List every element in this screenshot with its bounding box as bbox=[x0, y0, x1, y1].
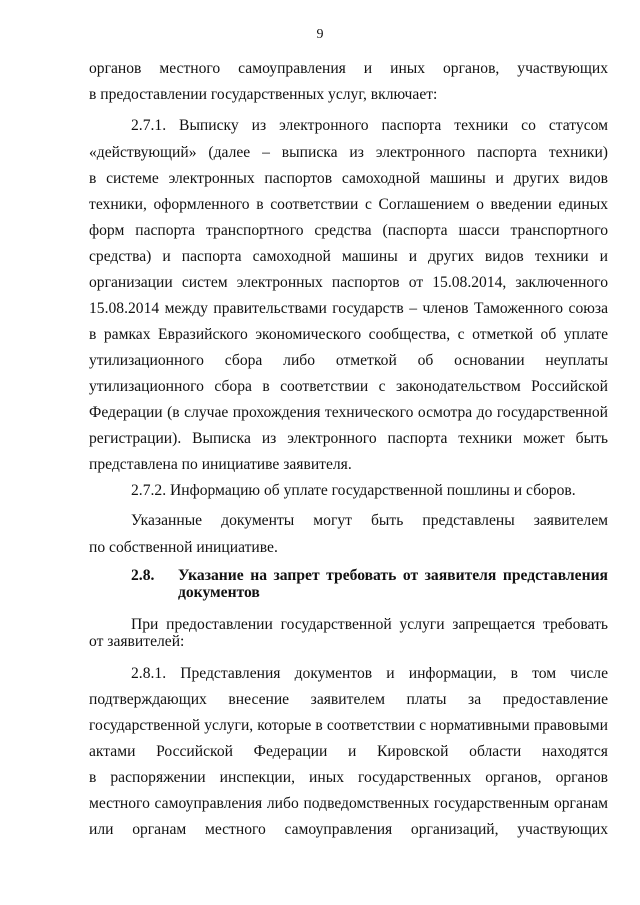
text-line: в предоставлении государственных услуг, включает: bbox=[89, 86, 438, 103]
text-line: 2.7.2. Информацию об уплате государственной пошлины и сборов. bbox=[131, 482, 576, 499]
text-line: от заявителей: bbox=[89, 633, 185, 650]
text-line: местного самоуправления либо подведомственных государственным органам bbox=[89, 795, 608, 812]
text-line: в рамках Евразийского экономического сообщества, с отметкой об уплате bbox=[89, 326, 608, 343]
text-line: в распоряжении инспекции, иных государственных органов, органов bbox=[89, 769, 608, 786]
text-line: или органам местного самоуправления организаций, участвующих bbox=[89, 821, 608, 838]
text-line: Федерации (в случае прохождения технического осмотра до государственной bbox=[89, 404, 608, 421]
section-heading: документов bbox=[178, 584, 260, 601]
section-number: 2.8. bbox=[131, 567, 155, 584]
section-heading: Указание на запрет требовать от заявителя представления bbox=[178, 567, 608, 584]
text-line: актами Российской Федерации и Кировской области находятся bbox=[89, 743, 608, 760]
page-number: 9 bbox=[316, 27, 324, 42]
text-line: государственной услуги, которые в соответствии с нормативными правовыми bbox=[89, 717, 608, 734]
text-line: организации систем электронных паспортов от 15.08.2014, заключенного bbox=[89, 274, 608, 291]
text-line: При предоставлении государственной услуги запрещается требовать bbox=[131, 616, 608, 633]
text-line: средства) и паспорта самоходной машины и других видов техники и bbox=[89, 248, 608, 265]
text-line: 2.8.1. Представления документов и информации, в том числе bbox=[131, 665, 608, 682]
text-line: органов местного самоуправления и иных органов, участвующих bbox=[89, 60, 608, 77]
text-line: в системе электронных паспортов самоходной машины и других видов bbox=[89, 170, 608, 187]
text-line: 15.08.2014 между правительствами государств – членов Таможенного союза bbox=[89, 300, 608, 317]
text-line: утилизационного сбора либо отметкой об основании неуплаты bbox=[89, 352, 608, 369]
text-line: Указанные документы могут быть представлены заявителем bbox=[131, 512, 608, 529]
text-line: представлена по инициативе заявителя. bbox=[89, 456, 352, 473]
text-line: по собственной инициативе. bbox=[89, 539, 278, 556]
text-line: техники, оформленного в соответствии с Соглашением о введении единых bbox=[89, 196, 608, 213]
text-line: утилизационного сбора в соответствии с законодательством Российской bbox=[89, 378, 608, 395]
text-line: «действующий» (далее – выписка из электронного паспорта техники) bbox=[89, 144, 608, 161]
text-line: форм паспорта транспортного средства (паспорта шасси транспортного bbox=[89, 222, 608, 239]
text-line: 2.7.1. Выписку из электронного паспорта техники со статусом bbox=[131, 117, 608, 134]
text-line: регистрации). Выписка из электронного паспорта техники может быть bbox=[89, 430, 608, 447]
text-line: подтверждающих внесение заявителем платы за предоставление bbox=[89, 691, 608, 708]
